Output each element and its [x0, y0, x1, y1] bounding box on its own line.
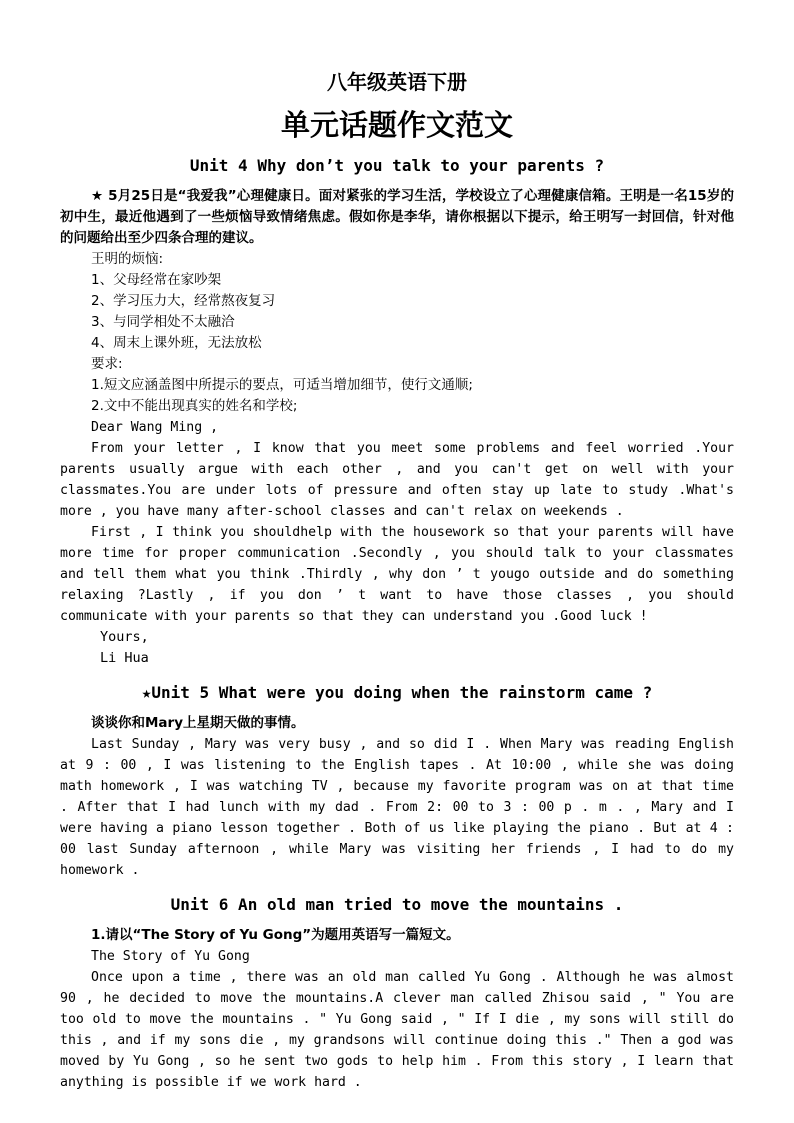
- story-title: The Story of Yu Gong: [91, 949, 250, 964]
- doc-title: 单元话题作文范文: [280, 108, 513, 142]
- worry-item: 3、与同学相处不太融洽: [91, 314, 235, 330]
- unit5-paragraph: Last Sunday , Mary was very busy , and so did I . When Mary was reading English at 9 : 00 , I was listening to the English tapes . At 10:00 , while she was doing math homework , I was watching TV , because my favorite program was on at that time . After that I had lunch with my dad . From 2: 00 to 3 : 00 p . m . , Mary and I were having a piano lesson together . Both of us like playing the piano . But at 4 : 00 last Sunday afternoon , while Mary was visiting her friends , I had to do my homework .: [60, 737, 734, 878]
- document-page: [60, 64, 734, 1093]
- worry-item: 2、学习压力大，经常熬夜复习: [91, 293, 276, 309]
- letter-paragraph-1: From your letter , I know that you meet some problems and feel worried .Your parents usually argue with each other , and you can't get on well with your classmates.You are under lots of pressure and often stay up late to study .What's more , you have many after-school classes and can't relax on weekends .: [60, 441, 734, 519]
- unit5-heading: ★Unit 5 What were you doing when the rainstorm came ?: [141, 683, 653, 702]
- letter-greeting: Dear Wang Ming ,: [91, 420, 219, 435]
- star-icon: ★: [91, 188, 104, 204]
- doc-subtitle: 八年级英语下册: [327, 70, 467, 94]
- requirement-item: 1.短文应涵盖图中所提示的要点，可适当增加细节，使行文通顺;: [91, 377, 473, 393]
- letter-signature: Li Hua: [100, 650, 149, 666]
- worry-item: 4、周末上课外班，无法放松: [91, 335, 262, 351]
- unit6-task: 1.请以“The Story of Yu Gong”为题用英语写一篇短文。: [91, 927, 460, 943]
- requirement-item: 2.文中不能出现真实的姓名和学校;: [91, 398, 298, 414]
- unit4-task: [60, 186, 734, 249]
- unit6-heading: Unit 6 An old man tried to move the mountains .: [170, 895, 624, 914]
- worries-title: 王明的烦恼:: [91, 251, 164, 267]
- unit5-task: 谈谈你和Mary上星期天做的事情。: [91, 715, 305, 731]
- unit6-paragraph: Once upon a time , there was an old man called Yu Gong . Although he was almost 90 , he decided to move the mountains.A clever man called Zhisou said , " You are too old to move the mountains . " Yu Gong said , " If I die , my sons will still do this , and if my sons die , my grandsons will continue doing this ." Then a god was moved by Yu Gong , so he sent two gods to help him . From this story , I learn that anything is possible if we work hard .: [60, 970, 734, 1090]
- letter-closing: Yours,: [100, 629, 149, 645]
- unit4-heading: Unit 4 Why don’t you talk to your parents ?: [189, 156, 605, 175]
- worry-item: 1、父母经常在家吵架: [91, 272, 222, 288]
- requirements-title: 要求:: [91, 356, 123, 372]
- letter-paragraph-2: First , I think you shouldhelp with the housework so that your parents will have more time for proper communication .Secondly , you should talk to your classmates and tell them what you think .Thirdly , why don ’ t yougo outside and do something relaxing ?Lastly , if you don ’ t want to have those classes , you should communicate with your parents so that they can understand you .Good luck !: [60, 525, 734, 624]
- unit4-task-text: 5月25日是“我爱我”心理健康日。面对紧张的学习生活，学校设立了心理健康信箱。王明是一名15岁的初中生，最近他遇到了一些烦恼导致情绪焦虑。假如你是李华，请你根据以下提示，给王明写一封回信，针对他的问题给出至少四条合理的建议。: [60, 188, 734, 246]
